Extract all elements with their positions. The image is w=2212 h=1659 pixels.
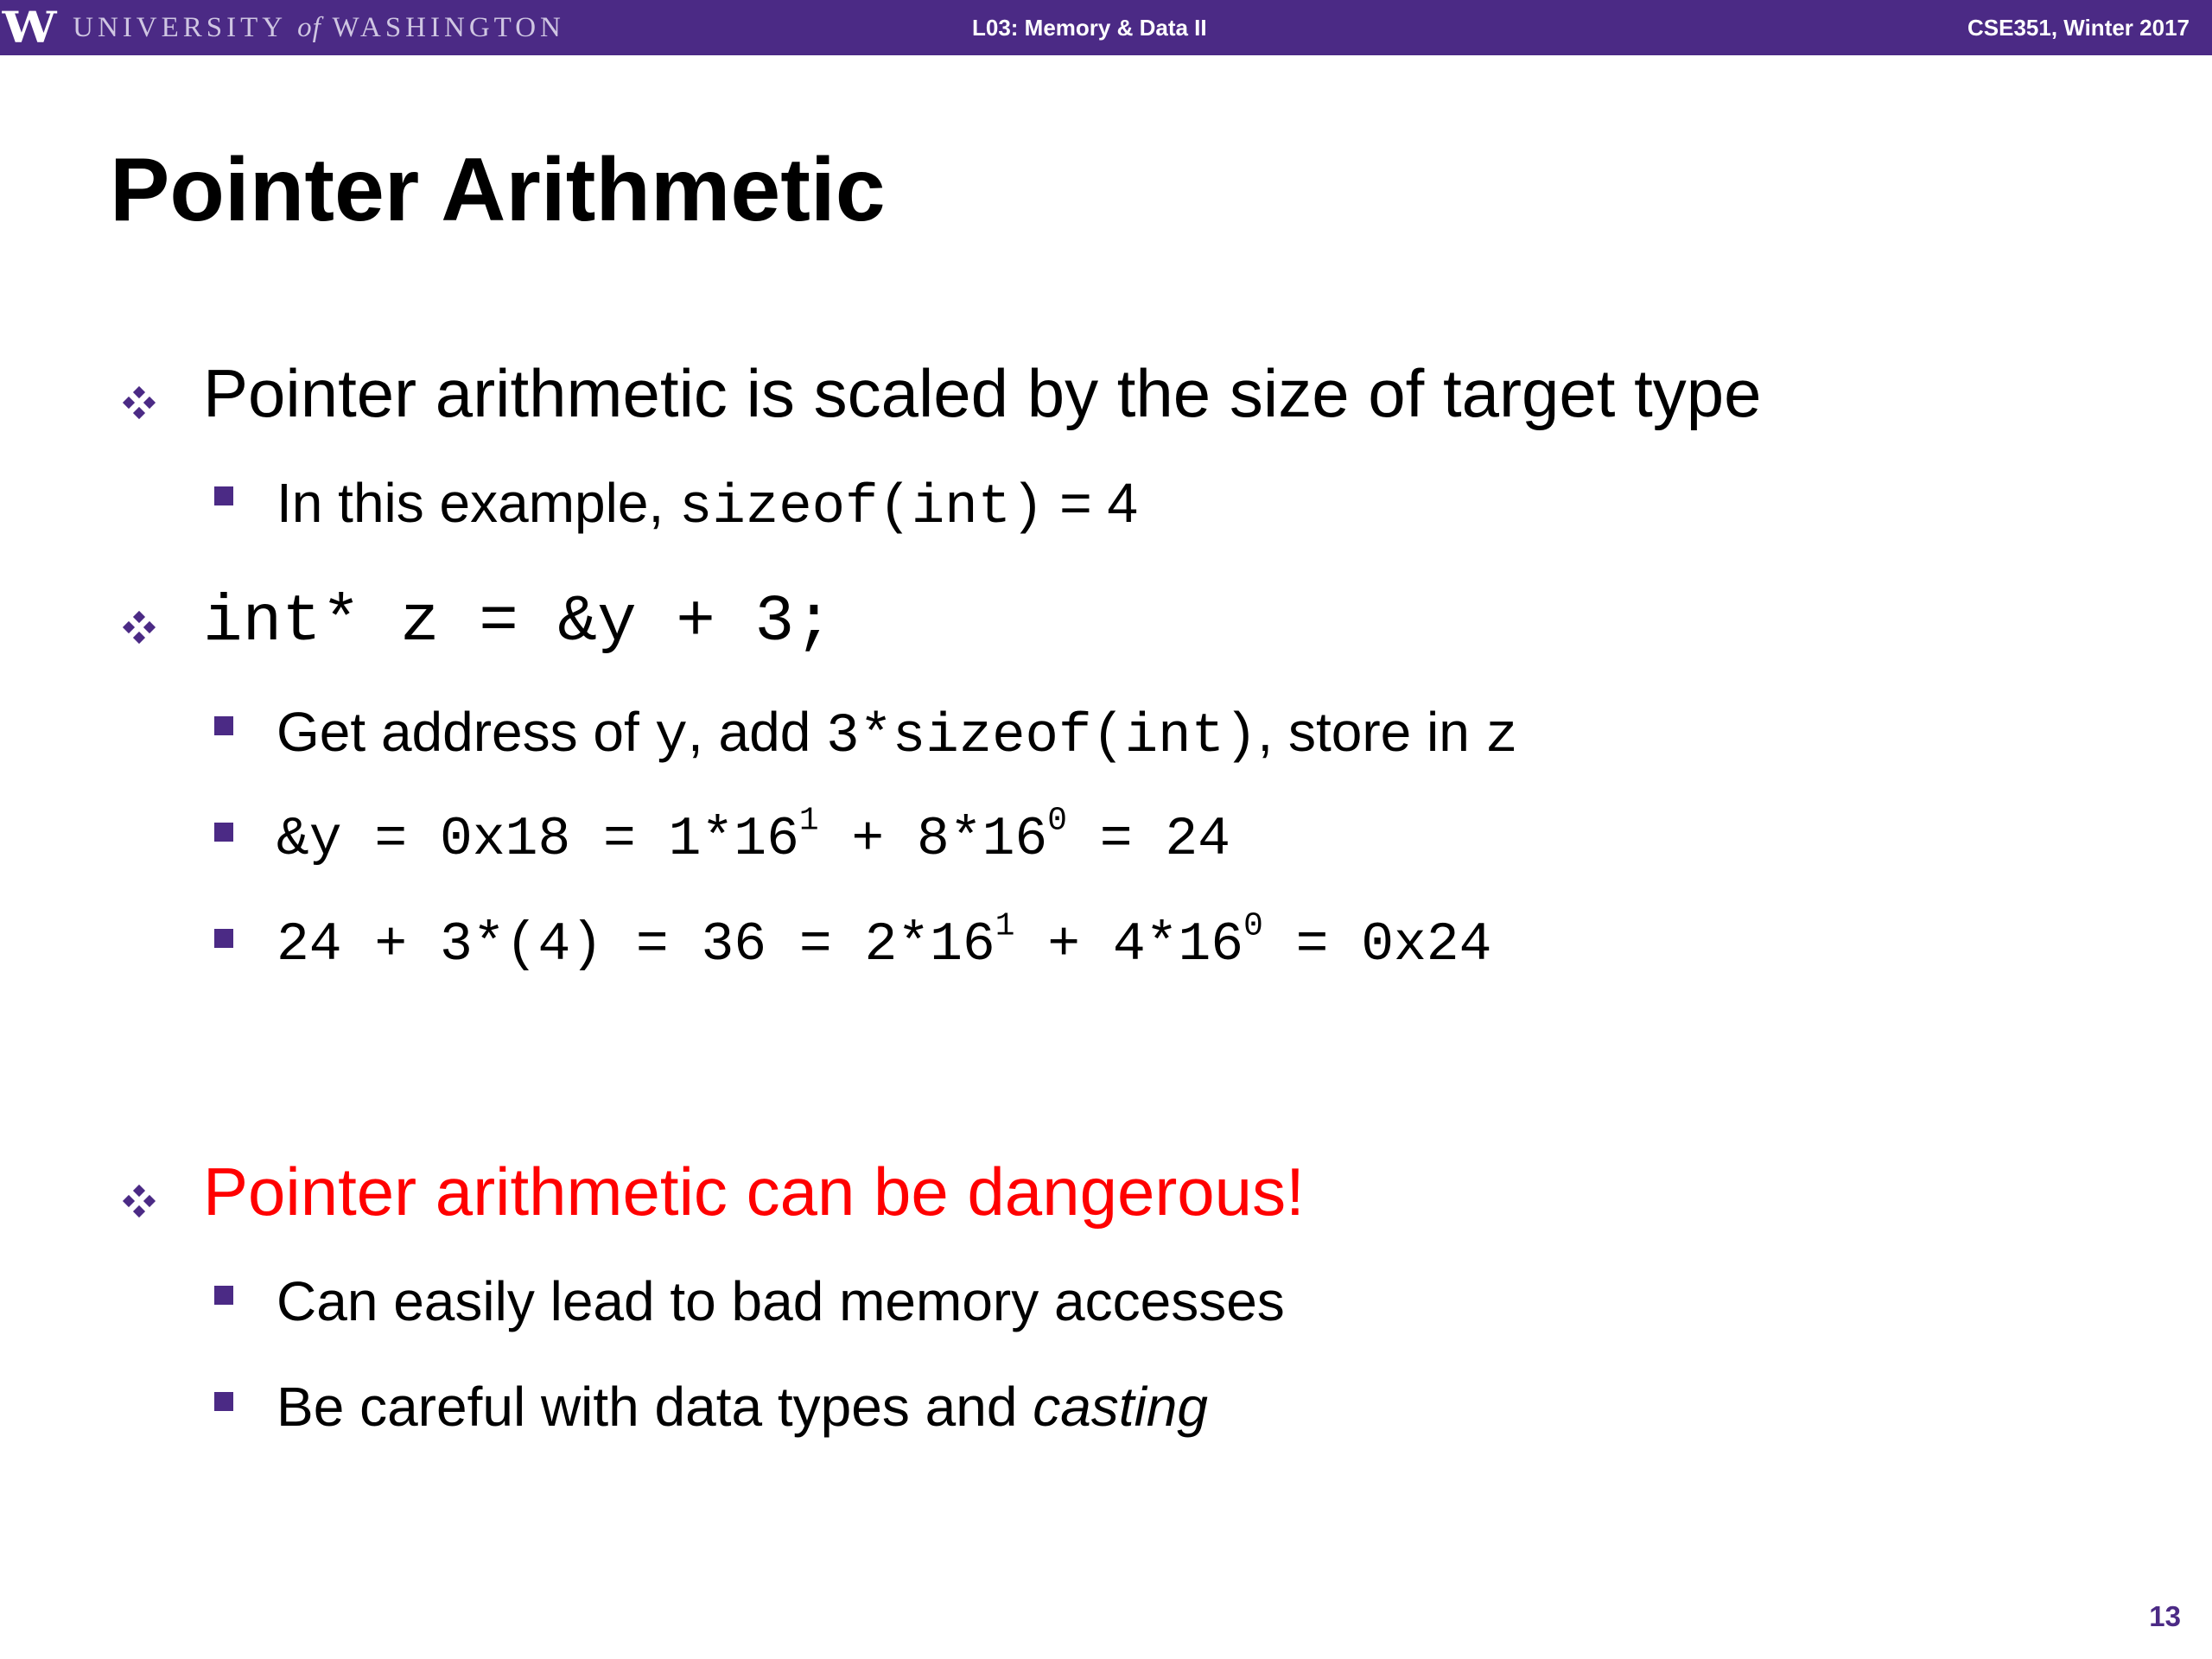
- bullet-dangerous-warning: Pointer arithmetic can be dangerous!: [203, 1154, 1305, 1230]
- uw-wordmark: UNIVERSITY of WASHINGTON: [73, 11, 565, 43]
- square-bullet-icon: [214, 486, 233, 505]
- course-name: CSE351, Winter 2017: [1967, 15, 2190, 41]
- subbullet-get-address: Get address of y, add 3*sizeof(int), store in z: [276, 701, 1518, 768]
- subbullet-bad-memory: Can easily lead to bad memory accesses: [276, 1270, 1285, 1332]
- header-bar: [0, 0, 2212, 55]
- page-number: 13: [2149, 1600, 2181, 1632]
- code-pointer-statement: int* z = &y + 3;: [203, 585, 834, 659]
- uw-logo: [2, 0, 565, 55]
- diamond-bullet-icon: [122, 385, 156, 420]
- lecture-title: L03: Memory & Data II: [972, 15, 1207, 41]
- square-bullet-icon: [214, 716, 233, 735]
- square-bullet-icon: [214, 823, 233, 842]
- uw-w-logo: W: [2, 2, 57, 53]
- square-bullet-icon: [214, 1286, 233, 1305]
- code-sizeof-int: sizeof(int): [679, 477, 1045, 539]
- square-bullet-icon: [214, 1392, 233, 1411]
- subbullet-address-calc: &y = $0x18 = 1*16^1 + 8*16^0 = 24$: [276, 803, 1230, 870]
- square-bullet-icon: [214, 929, 233, 948]
- diamond-bullet-icon: [122, 610, 156, 645]
- diamond-bullet-icon: [122, 1184, 156, 1218]
- slide-title: Pointer Arithmetic: [110, 140, 886, 240]
- subbullet-result-calc: $24 + 3*(4) = 36 = 2*16^1 + 4*16^0 = 0x24$: [276, 908, 1492, 976]
- subbullet-careful-casting: Be careful with data types and casting: [276, 1376, 1208, 1438]
- bullet-scaled-by-size: Pointer arithmetic is scaled by the size of target type: [203, 355, 1762, 431]
- subbullet-sizeof-example: In this example, sizeof(int) = 4: [276, 472, 1138, 539]
